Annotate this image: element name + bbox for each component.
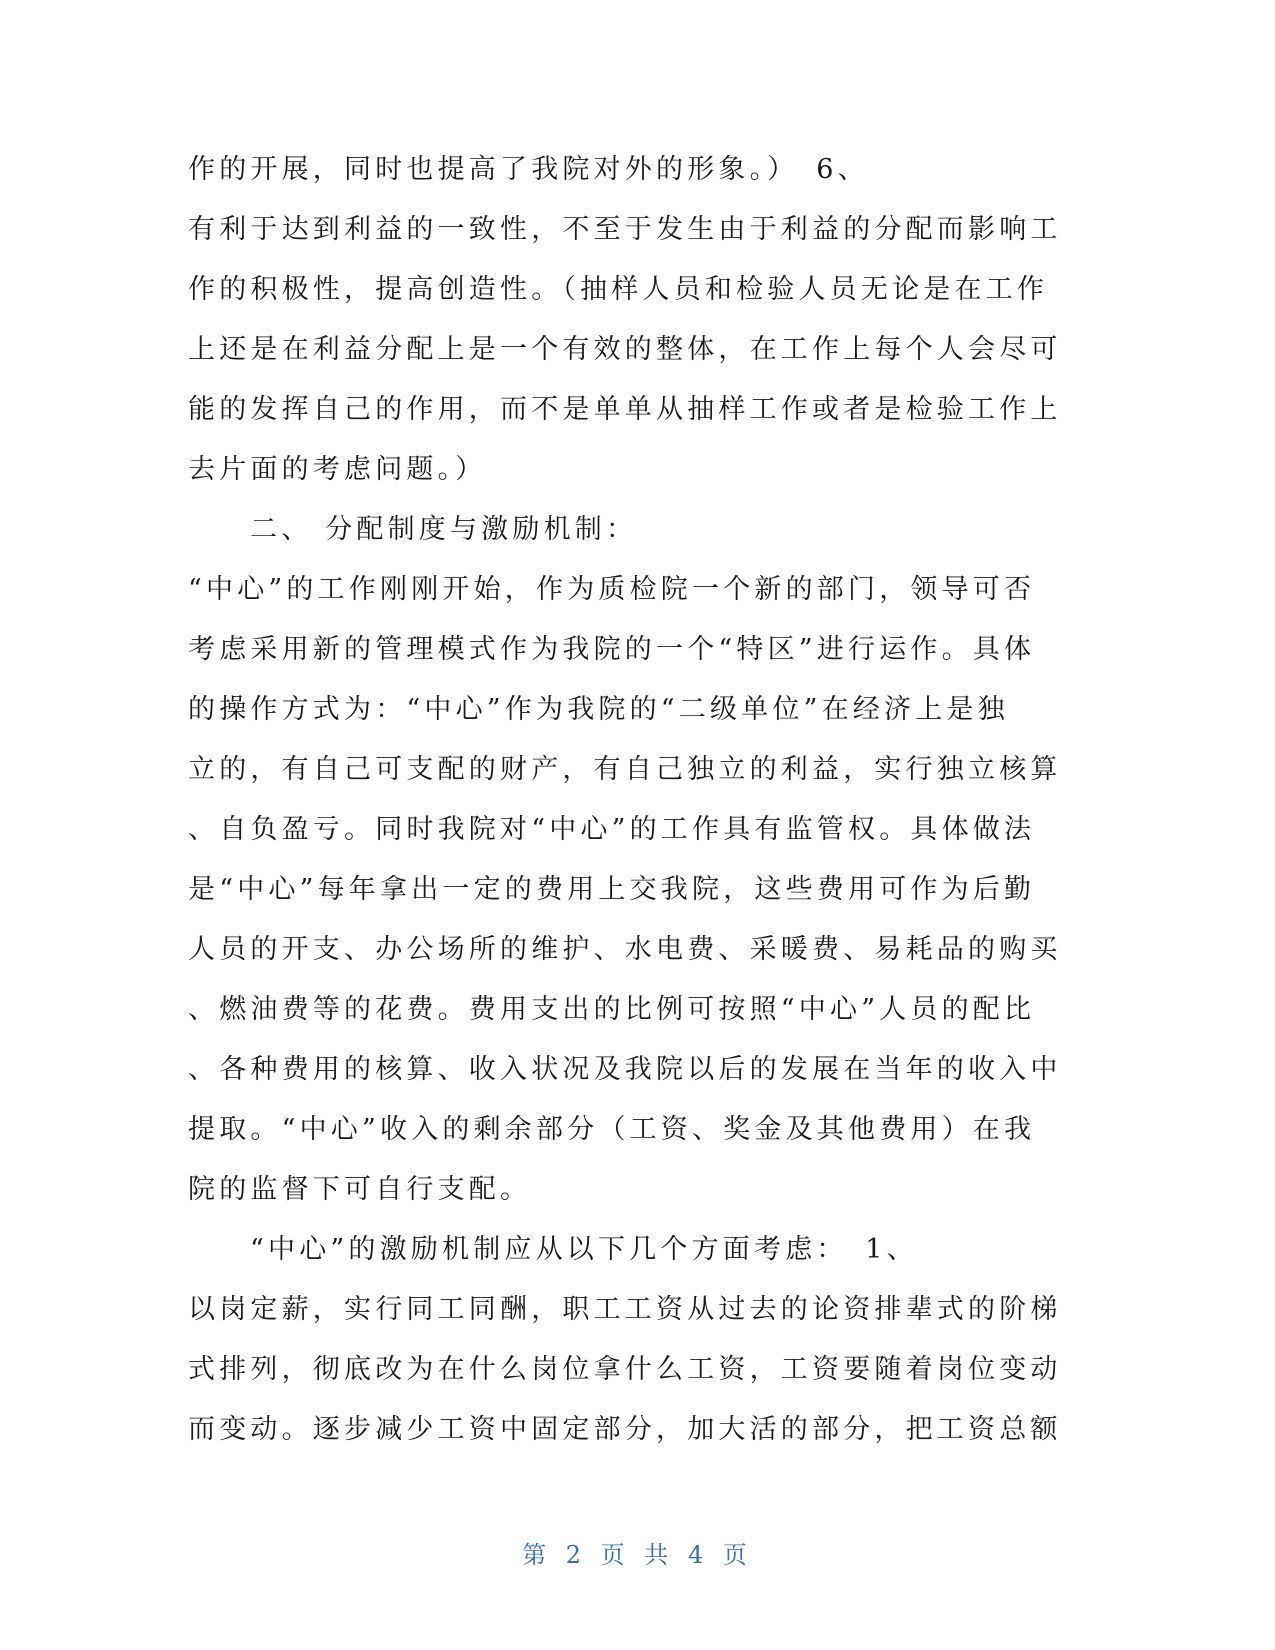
paragraph-line: 、燃油费等的花费。费用支出的比例可按照“中心”人员的配比 [188,994,1036,1025]
document-body [188,140,1062,1460]
paragraph-line: 上还是在利益分配上是一个有效的整体，在工作上每个人会尽可 [188,334,1062,365]
paragraph-line: 的操作方式为：“中心”作为我院的“二级单位”在经济上是独 [188,694,1009,725]
paragraph-line: 有利于达到利益的一致性，不至于发生由于利益的分配而影响工 [188,214,1062,245]
paragraph-line: 以岗定薪，实行同工同酬，职工工资从过去的论资排辈式的阶梯 [188,1294,1062,1325]
paragraph-line: 提取。“中心”收入的剩余部分（工资、奖金及其他费用）在我 [188,1114,1036,1145]
page-number-footer: 第 2 页 共 4 页 [522,1541,753,1569]
paragraph-line: 能的发挥自己的作用，而不是单单从抽样工作或者是检验工作上 [188,394,1062,425]
paragraph-line: 而变动。逐步减少工资中固定部分，加大活的部分，把工资总额 [188,1414,1062,1445]
paragraph-line: 去片面的考虑问题。） [188,454,487,485]
paragraph-line: 、自负盈亏。同时我院对“中心”的工作具有监管权。具体做法 [188,814,1036,845]
section-heading: 二、 分配制度与激励机制： [250,514,638,545]
paragraph-line: “中心”的激励机制应从以下几个方面考虑： 1、 [250,1234,918,1265]
paragraph-line: 考虑采用新的管理模式作为我院的一个“特区”进行运作。具体 [188,634,1036,665]
paragraph-line: 人员的开支、办公场所的维护、水电费、采暖费、易耗品的购买 [188,934,1062,965]
paragraph-line: 作的开展，同时也提高了我院对外的形象。） 6、 [188,154,869,185]
paragraph-line: 、各种费用的核算、收入状况及我院以后的发展在当年的收入中 [188,1054,1062,1085]
paragraph-line: “中心”的工作刚刚开始，作为质检院一个新的部门，领导可否 [188,574,1036,605]
paragraph-line: 是“中心”每年拿出一定的费用上交我院，这些费用可作为后勤 [188,874,1036,905]
paragraph-line: 院的监督下可自行支配。 [188,1174,532,1205]
paragraph-line: 立的，有自己可支配的财产，有自己独立的利益，实行独立核算 [188,754,1062,785]
paragraph-line: 式排列，彻底改为在什么岗位拿什么工资，工资要随着岗位变动 [188,1354,1062,1385]
paragraph-line: 作的积极性，提高创造性。（抽样人员和检验人员无论是在工作 [188,274,1049,305]
